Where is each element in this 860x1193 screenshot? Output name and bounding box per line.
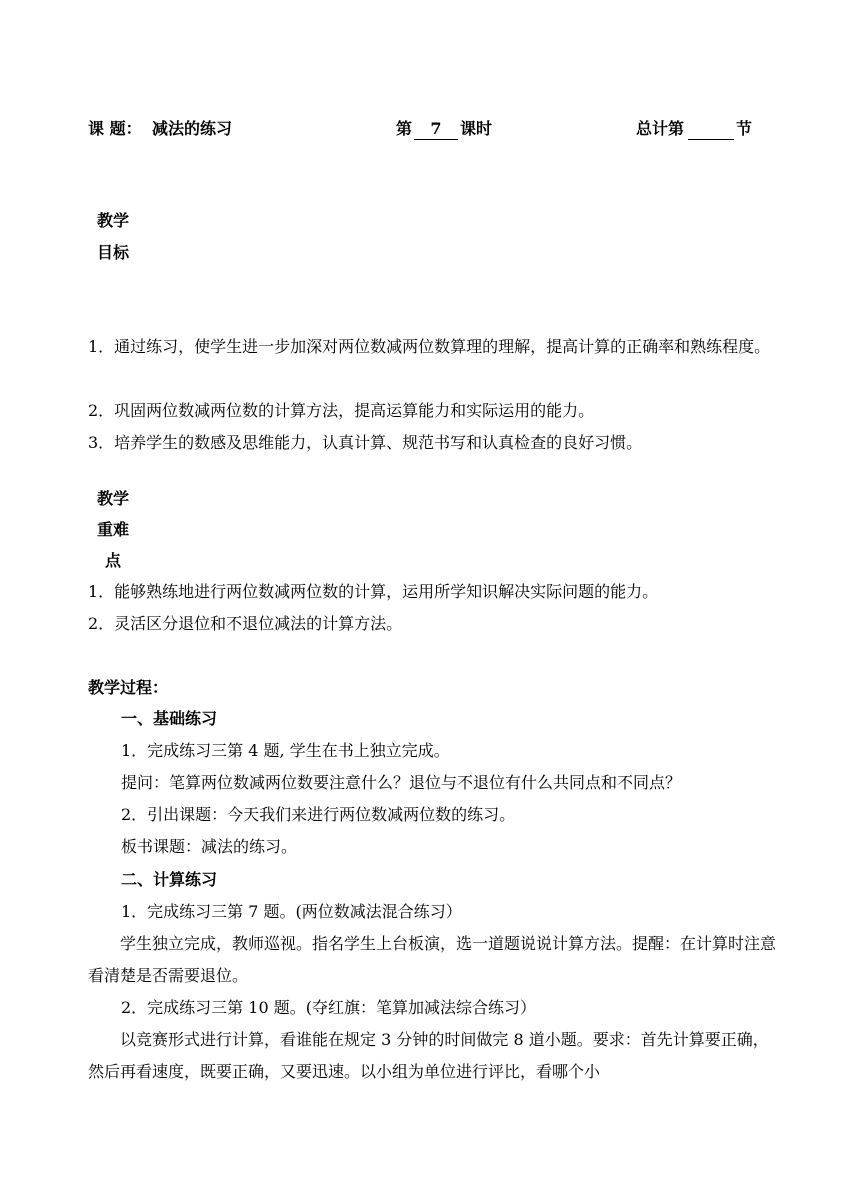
goals-label-line2: 目标 bbox=[97, 243, 130, 262]
topic-label: 课 题： bbox=[88, 119, 142, 138]
goal-item-3: 3．培养学生的数感及思维能力，认真计算、规范书写和认真检查的良好习惯。 bbox=[88, 433, 643, 452]
section2-paragraph-3: 2．完成练习三第 10 题。(夺红旗：笔算加减法综合练习） bbox=[121, 998, 536, 1017]
keypoints-label-line2: 重难 bbox=[97, 520, 130, 539]
goal-item-1: 1．通过练习，使学生进一步加深对两位数减两位数算理的理解，提高计算的正确率和熟练程度。 bbox=[88, 337, 771, 356]
goal-item-2: 2．巩固两位数减两位数的计算方法，提高运算能力和实际运用的能力。 bbox=[88, 401, 595, 420]
keypoint-item-1: 1．能够熟练地进行两位数减两位数的计算，运用所学知识解决实际问题的能力。 bbox=[88, 582, 659, 601]
goals-label-line1: 教学 bbox=[97, 211, 130, 230]
keypoints-label-line1: 教学 bbox=[97, 489, 130, 508]
lesson-header bbox=[88, 121, 778, 141]
keypoints-label-line3: 点 bbox=[105, 551, 122, 570]
keypoint-item-2: 2．灵活区分退位和不退位减法的计算方法。 bbox=[88, 614, 403, 633]
section1-paragraph-3: 2．引出课题：今天我们来进行两位数减两位数的练习。 bbox=[121, 805, 516, 824]
section1-paragraph-2: 提问：笔算两位数减两位数要注意什么？退位与不退位有什么共同点和不同点？ bbox=[121, 773, 682, 792]
section2-paragraph-2: 学生独立完成，教师巡视。指名学生上台板演，选一道题说说计算方法。提醒：在计算时注意看清楚是否需要退位。 bbox=[88, 934, 777, 985]
lesson-suffix: 课时 bbox=[460, 119, 493, 138]
total-prefix: 总计第 bbox=[636, 119, 685, 138]
section2-paragraph-1: 1．完成练习三第 7 题。(两位数减法混合练习） bbox=[121, 902, 462, 921]
topic-value: 减法的练习 bbox=[152, 119, 233, 138]
lesson-prefix: 第 bbox=[396, 119, 413, 138]
section2-paragraph-4: 以竞赛形式进行计算，看谁能在规定 3 分钟的时间做完 8 道小题。要求：首先计算要正确，然后再看速度，既要正确，又要迅速。以小组为单位进行评比，看哪个小 bbox=[88, 1030, 769, 1081]
section1-paragraph-1: 1．完成练习三第 4 题, 学生在书上独立完成。 bbox=[121, 741, 450, 760]
process-title: 教学过程： bbox=[88, 678, 169, 697]
total-suffix: 节 bbox=[736, 119, 753, 138]
total-number bbox=[688, 121, 734, 140]
section1-title: 一、基础练习 bbox=[121, 709, 218, 728]
lesson-number: 7 bbox=[414, 121, 458, 140]
section1-paragraph-4: 板书课题：减法的练习。 bbox=[121, 837, 298, 856]
section2-title: 二、计算练习 bbox=[121, 870, 218, 889]
